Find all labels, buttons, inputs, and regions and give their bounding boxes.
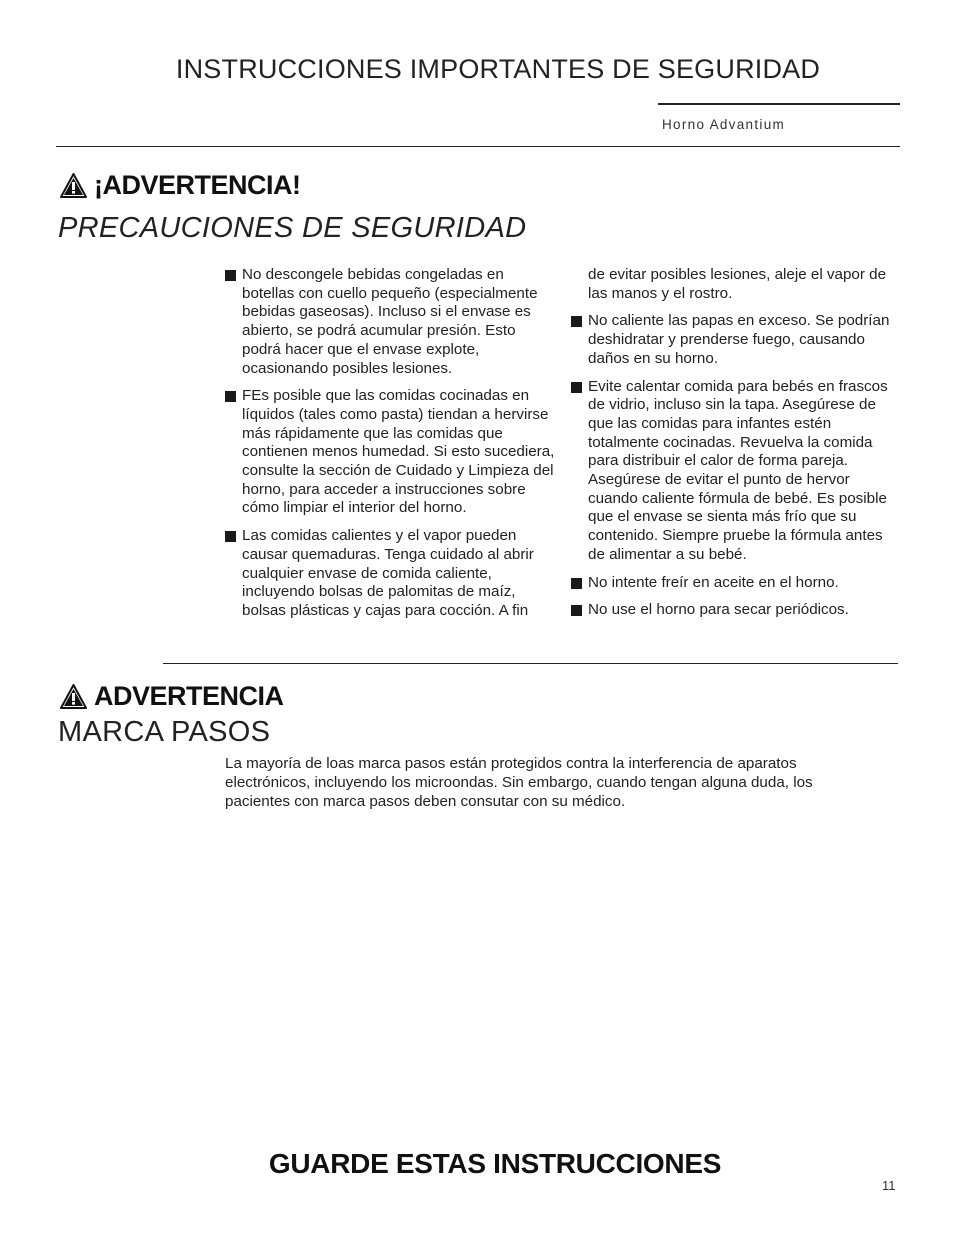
square-bullet <box>571 605 582 616</box>
square-bullet <box>225 270 236 281</box>
list-item-text: No caliente las papas en exceso. Se podrían deshidratar y prenderse fuego, causando daños en su horno. <box>588 312 890 367</box>
square-bullet <box>571 578 582 589</box>
list-item <box>571 601 898 620</box>
warning-heading-1 <box>60 170 301 201</box>
warning-triangle-icon <box>60 684 87 709</box>
section-subtitle-2: MARCA PASOS <box>58 716 271 748</box>
list-item-text: No descongele bebidas congeladas en botellas con cuello pequeño (especialmente bebidas gaseosas). Incluso si el envase es abierto, se podrá acumular presión. Esto podrá hacer que el envase explote, ocasionando posibles lesiones. <box>242 266 538 377</box>
square-bullet <box>225 391 236 402</box>
list-item-text: Evite calentar comida para bebés en frascos de vidrio, incluso sin la tapa. Asegúrese de que las comidas para infantes estén totalmente cocinadas. Revuelva la comida para distribuir el calor de forma pareja. Asegúrese de evitar el punto de hervor cuando caliente fórmula de bebé. Es posible que el envase se sienta más frío que su contenido. Siempre pruebe la fórmula antes de alimentar a su bebé. <box>588 377 888 563</box>
header-rule <box>658 103 900 105</box>
list-item-text: No use el horno para secar periódicos. <box>588 601 849 619</box>
page-title: INSTRUCCIONES IMPORTANTES DE SEGURIDAD <box>175 54 821 84</box>
warning-heading-2 <box>60 681 284 712</box>
square-bullet <box>571 382 582 393</box>
list-item <box>571 312 898 368</box>
footer-title: GUARDE ESTAS INSTRUCCIONES <box>268 1148 722 1179</box>
list-item-text: No intente freír en aceite en el horno. <box>588 573 839 591</box>
section-divider-top <box>56 146 900 147</box>
list-item-text: Las comidas calientes y el vapor pueden causar quemaduras. Tenga cuidado al abrir cualquier envase de comida caliente, incluyendo bolsas de palomitas de maíz, bolsas plásticas y cajas para cocción. A fin <box>242 527 534 619</box>
list-item <box>225 387 555 518</box>
list-item <box>225 266 555 378</box>
pacemaker-paragraph: La mayoría de loas marca pasos están protegidos contra la interferencia de aparatos electrónicos, incluyendo los microondas. Sin embargo, cuando tengan alguna duda, los pacientes con marca pasos deben consutar con su médico. <box>225 755 813 810</box>
list-item-text: FEs posible que las comidas cocinadas en líquidos (tales como pasta) tiendan a hervirse más rápidamente que las comidas que contienen menos humedad. Si esto sucediera, consulte la sección de Cuidado y Limpieza del horno, para acceder a instrucciones sobre cómo limpiar el interior del horno. <box>242 387 555 517</box>
square-bullet <box>571 316 582 327</box>
warning-label-1: ¡ADVERTENCIA! <box>94 170 301 200</box>
product-label: Horno Advantium <box>662 117 786 132</box>
section-divider-middle <box>163 663 898 664</box>
left-column <box>225 266 555 630</box>
warning-triangle-icon <box>60 173 87 198</box>
list-item <box>571 378 898 565</box>
right-column <box>571 266 898 629</box>
section-subtitle-1: PRECAUCIONES DE SEGURIDAD <box>58 212 527 244</box>
square-bullet <box>225 531 236 542</box>
list-item-continuation: de evitar posibles lesiones, aleje el vapor de las manos y el rostro. <box>588 266 887 302</box>
list-item <box>225 527 555 621</box>
list-item <box>571 574 898 593</box>
warning-label-2: ADVERTENCIA <box>94 681 284 711</box>
page-number: 11 <box>882 1178 896 1193</box>
